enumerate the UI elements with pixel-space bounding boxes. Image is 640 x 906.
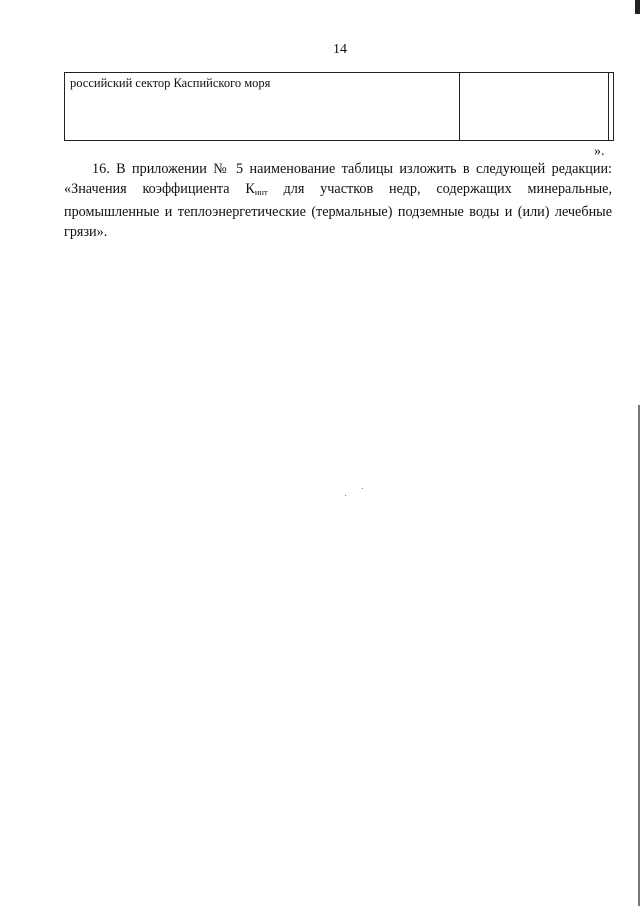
- scan-edge-mark: [635, 0, 640, 14]
- paragraph-text-part2: для участков недр, содержащих минеральные, промышленные и теплоэнергетические (термальные) подземные воды и (или) лечебные грязи».: [64, 181, 612, 240]
- paragraph-text-part1: 16. В приложении № 5 наименование таблицы изложить в следующей редакции: «Значения коэффициента К: [64, 161, 612, 197]
- table-cell-text: российский сектор Каспийского моря: [70, 76, 271, 90]
- table-cell-region: [65, 73, 460, 140]
- scan-speck: [362, 488, 363, 489]
- coefficient-subscript: инт: [254, 187, 268, 197]
- scan-speck: [345, 495, 346, 496]
- closing-quote: ».: [594, 144, 605, 159]
- amendment-paragraph: [64, 159, 612, 242]
- table-cell-empty: [460, 73, 609, 140]
- table-fragment: [64, 72, 614, 141]
- page-number: 14: [333, 42, 347, 57]
